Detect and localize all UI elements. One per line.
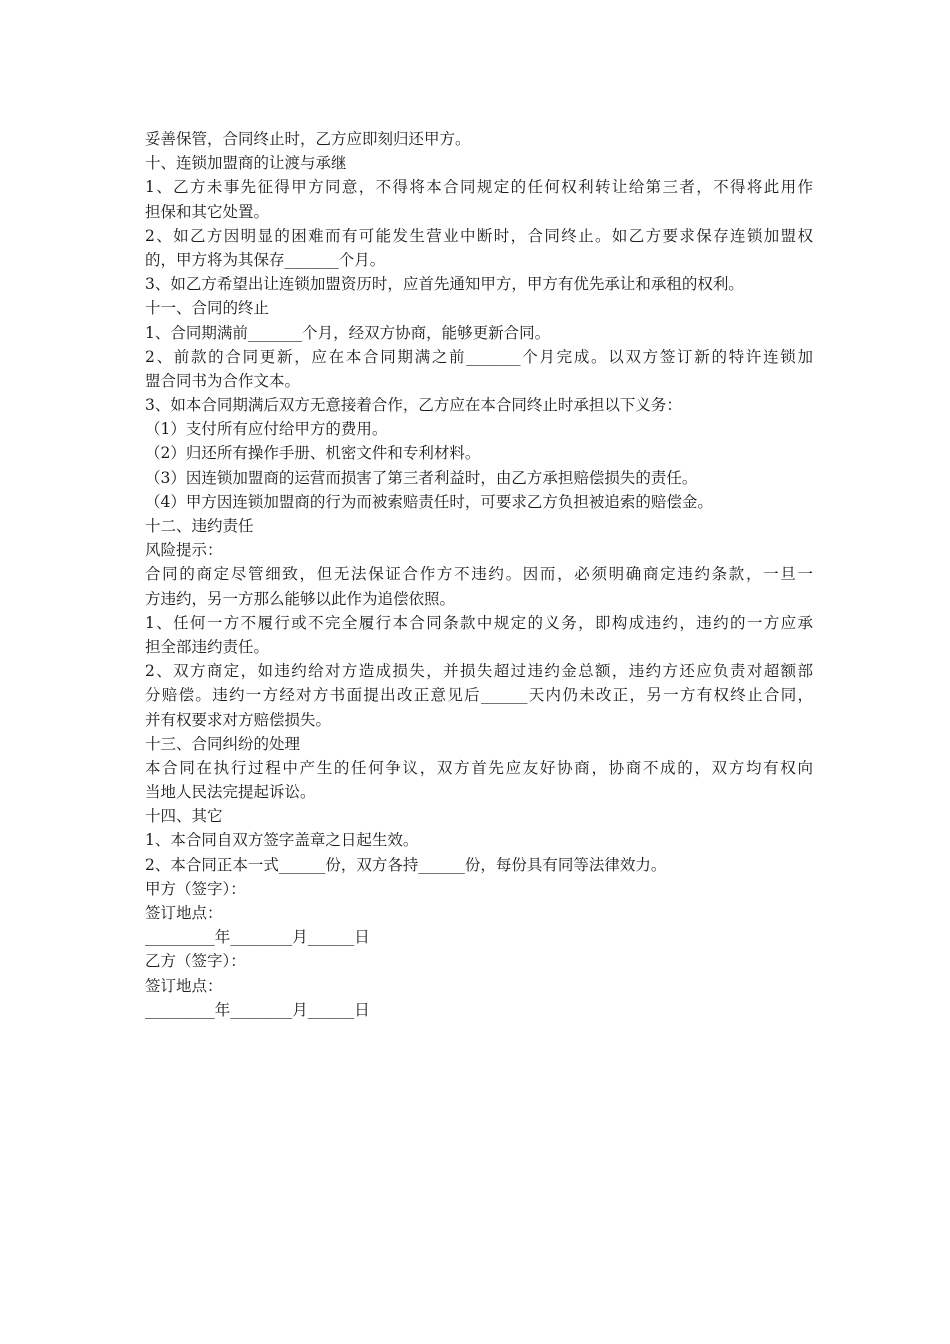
document-line: 3、如本合同期满后双方无意接着合作，乙方应在本合同终止时承担以下义务：: [145, 396, 682, 415]
document-line: 妥善保管，合同终止时，乙方应即刻归还甲方。: [145, 130, 471, 148]
document-line: 2、本合同正本一式______份，双方各持______份，每份具有同等法律效力。: [145, 855, 667, 874]
document-line: _________年________月______日: [145, 1000, 370, 1019]
document-line: 风险提示：: [145, 541, 223, 560]
document-line: 十二、违约责任: [145, 517, 254, 535]
document-line: 签订地点：: [145, 904, 223, 922]
document-line: 合同的商定尽管细致，但无法保证合作方不违约。因而，必须明确商定违约条款，一旦一: [145, 565, 813, 584]
document-line: 甲方（签字）：: [145, 879, 246, 898]
document-line: 1、本合同自双方签字盖章之日起生效。: [145, 831, 419, 850]
document-line: 2、如乙方因明显的困难而有可能发生营业中断时，合同终止。如乙方要求保存连锁加盟权: [145, 226, 813, 245]
document-line: 盟合同书为合作文本。: [145, 371, 301, 390]
document-line: 十一、合同的终止: [145, 299, 270, 318]
document-line: 分赔偿。违约一方经对方书面提出改正意见后______天内仍未改正，另一方有权终止合同，: [145, 686, 813, 705]
document-line: 担全部违约责任。: [145, 637, 270, 656]
document-line: 十、连锁加盟商的让渡与承继: [145, 154, 347, 173]
contract-document-body: [145, 127, 813, 1022]
document-line: （3）因连锁加盟商的运营而损害了第三者利益时，由乙方承担赔偿损失的责任。: [145, 468, 698, 487]
document-line: 当地人民法完提起诉讼。: [145, 783, 316, 802]
document-line: 签订地点：: [145, 976, 223, 995]
document-line: （4）甲方因连锁加盟商的行为而被索赔责任时，可要求乙方负担被追索的赔偿金。: [145, 492, 713, 511]
document-line: 十四、其它: [145, 807, 223, 826]
document-line: （2）归还所有操作手册、机密文件和专利材料。: [145, 444, 481, 463]
document-line: 乙方（签字）：: [145, 952, 246, 971]
document-line: 3、如乙方希望出让连锁加盟资历时，应首先通知甲方，甲方有优先承让和承租的权利。: [145, 275, 744, 294]
document-line: （1）支付所有应付给甲方的费用。: [145, 420, 388, 439]
document-line: 方违约，另一方那么能够以此作为追偿依照。: [145, 589, 456, 608]
document-line: 1、任何一方不履行或不完全履行本合同条款中规定的义务，即构成违约，违约的一方应承: [145, 613, 813, 632]
document-line: 2、前款的合同更新，应在本合同期满之前_______个月完成。以双方签订新的特许连锁加: [145, 347, 813, 366]
document-line: 担保和其它处置。: [145, 202, 270, 221]
document-line: 本合同在执行过程中产生的任何争议，双方首先应友好协商，协商不成的，双方均有权向: [145, 758, 813, 777]
document-line: 的，甲方将为其保存_______个月。: [145, 250, 386, 269]
document-line: 十三、合同纠纷的处理: [145, 734, 301, 753]
document-line: 1、合同期满前_______个月，经双方协商，能够更新合同。: [145, 323, 551, 342]
document-line: _________年________月______日: [145, 928, 370, 947]
document-line: 2、双方商定，如违约给对方造成损失，并损失超过违约金总额，违约方还应负责对超额部: [145, 662, 813, 681]
document-line: 1、乙方未事先征得甲方同意，不得将本合同规定的任何权利转让给第三者，不得将此用作: [145, 178, 813, 197]
document-line: 并有权要求对方赔偿损失。: [145, 710, 332, 729]
